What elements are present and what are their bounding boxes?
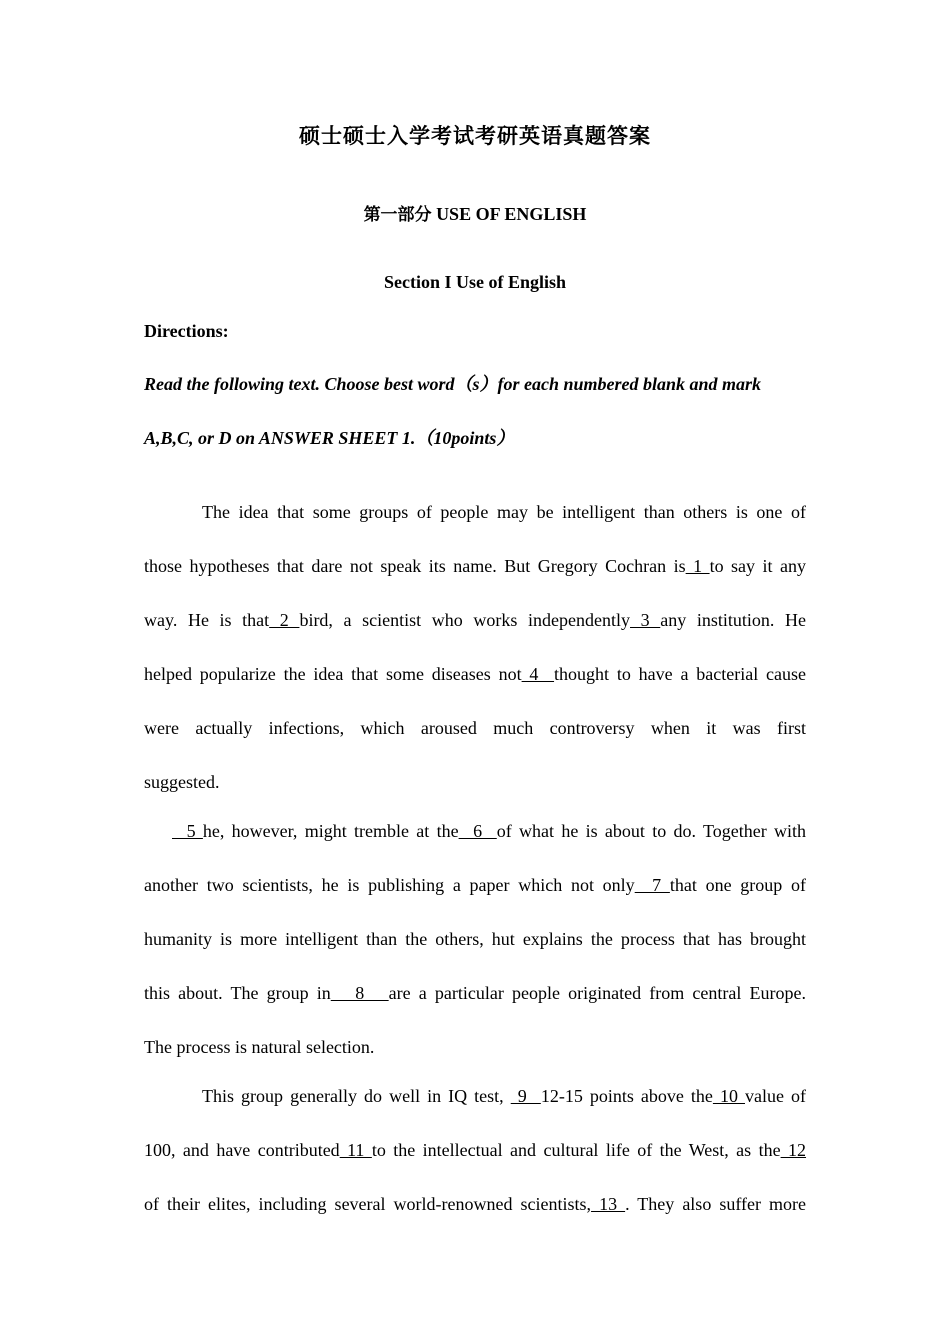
- passage-line: [144, 872, 806, 898]
- instructions-line-1: Read the following text. Choose best word（s）for each numbered blank and mark: [144, 374, 762, 394]
- section-heading: Section I Use of English: [383, 272, 567, 292]
- passage-line: [144, 1191, 806, 1217]
- passage-text: of what he is about to do. Together with: [496, 821, 806, 841]
- blank-4: 4: [521, 664, 555, 684]
- blank-6: 6: [458, 821, 497, 841]
- blank-9: 9: [510, 1086, 541, 1106]
- passage-text: this about. The group in: [144, 983, 331, 1003]
- passage-text: way. He is that: [144, 610, 270, 630]
- blank-11: 11: [339, 1140, 372, 1160]
- passage-text: those hypotheses that dare not speak its name. But Gregory Cochran is: [144, 556, 686, 576]
- blank-10: 10: [712, 1086, 745, 1106]
- passage-text: helped popularize the idea that some diseases not: [144, 664, 522, 684]
- directions-label: Directions:: [144, 321, 229, 341]
- passage-text: any institution. He: [660, 610, 807, 630]
- blank-8: 8: [330, 983, 389, 1003]
- instructions-line-2: A,B,C, or D on ANSWER SHEET 1.（10points）: [144, 428, 515, 448]
- passage-text: 12-15 points above the: [540, 1086, 713, 1106]
- passage-line: [202, 1083, 806, 1109]
- blank-12: 12: [780, 1140, 807, 1160]
- blank-1: 1: [685, 556, 710, 576]
- passage-line: [144, 553, 806, 579]
- passage-text: he, however, might tremble at the: [202, 821, 459, 841]
- passage-text: . They also suffer more: [625, 1194, 807, 1214]
- passage-line: [144, 1137, 806, 1163]
- passage-text: 100, and have contributed: [144, 1140, 340, 1160]
- passage-line: humanity is more intelligent than the others, hut explains the process that has brought: [144, 929, 806, 949]
- passage-text: thought to have a bacterial cause: [554, 664, 807, 684]
- part-heading-cjk: 第一部分: [363, 205, 432, 225]
- passage-line: [144, 607, 806, 633]
- document-title: 硕士硕士入学考试考研英语真题答案: [299, 124, 651, 148]
- passage-text: This group generally do well in IQ test,: [202, 1086, 511, 1106]
- passage-text: are a particular people originated from central Europe.: [388, 983, 807, 1003]
- passage-line: [144, 661, 806, 687]
- blank-5: 5: [172, 821, 203, 841]
- passage-line: were actually infections, which aroused much controversy when it was first: [144, 718, 806, 738]
- passage-text: that one group of: [669, 875, 807, 895]
- passage-text: value of: [744, 1086, 806, 1106]
- passage-text: The idea that some groups of people may be intelligent than others is one of: [202, 502, 806, 522]
- passage-line: The process is natural selection.: [144, 1037, 375, 1057]
- passage-text: to the intellectual and cultural life of the West, as the: [371, 1140, 781, 1160]
- blank-2: 2: [269, 610, 300, 630]
- passage-line: [202, 499, 806, 525]
- blank-7: 7: [634, 875, 670, 895]
- passage-line: suggested.: [144, 772, 220, 792]
- blank-3: 3: [630, 610, 661, 630]
- passage-line: [172, 818, 806, 844]
- passage-text: to say it any: [709, 556, 806, 576]
- part-heading-en: USE OF ENGLISH: [436, 204, 587, 224]
- passage-line: [144, 980, 806, 1006]
- passage-text: of their elites, including several world-renowned scientists,: [144, 1194, 592, 1214]
- passage-text: bird, a scientist who works independently: [299, 610, 631, 630]
- part-heading: [0, 200, 950, 225]
- blank-13: 13: [591, 1194, 626, 1214]
- passage-text: another two scientists, he is publishing a paper which not only: [144, 875, 635, 895]
